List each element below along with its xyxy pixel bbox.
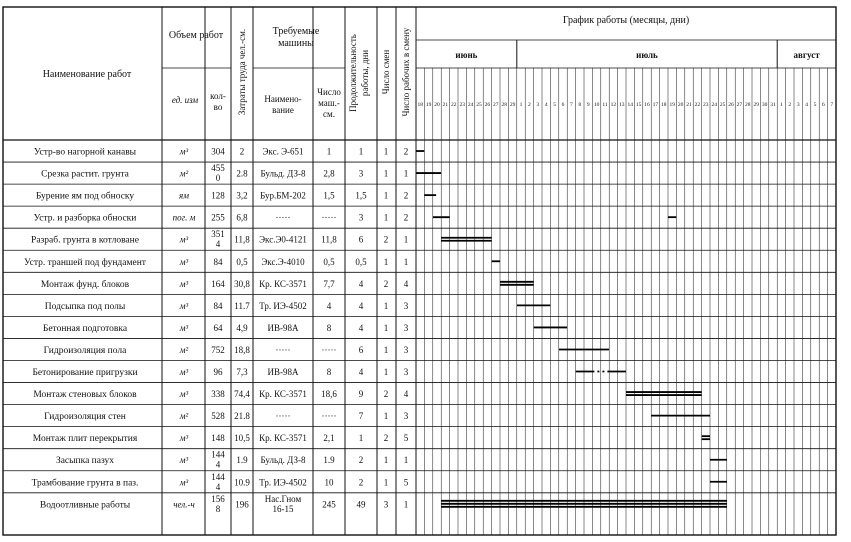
unit: м³ xyxy=(179,278,189,289)
month-label: июнь xyxy=(455,50,478,60)
work-name: Устр. и разборка обноски xyxy=(33,213,137,224)
work-name: Трамбование грунта в паз. xyxy=(31,478,139,489)
machine: Нас.Гном xyxy=(264,493,302,504)
header-schedule: График работы (месяцы, дни) xyxy=(562,15,690,26)
unit: м³ xyxy=(179,234,189,245)
day-label: 21 xyxy=(686,102,692,108)
labor: 2.8 xyxy=(236,168,248,179)
month-label: август xyxy=(793,50,820,60)
day-label: 31 xyxy=(770,102,776,108)
header-volume: Объем работ xyxy=(168,30,224,41)
day-label: 11 xyxy=(602,102,608,108)
machine-shifts: 2,8 xyxy=(323,168,335,179)
machine: Кр. КС-3571 xyxy=(259,433,307,444)
day-label: 1 xyxy=(519,102,523,108)
work-name: Водоотливные работы xyxy=(39,500,131,511)
duration: 7 xyxy=(358,411,364,422)
month-label: июль xyxy=(636,50,658,60)
labor: 21.8 xyxy=(234,411,250,422)
day-label: 12 xyxy=(610,102,617,108)
day-label: 5 xyxy=(553,102,556,108)
shifts: 1 xyxy=(383,256,389,267)
qty: 4 xyxy=(215,239,221,250)
day-label: 2 xyxy=(528,102,531,108)
shifts: 1 xyxy=(383,477,389,488)
machine: Бульд. ДЗ-8 xyxy=(260,168,306,179)
shifts: 1 xyxy=(383,168,389,179)
work-name: Гидроизоляция пола xyxy=(43,345,127,356)
shifts: 1 xyxy=(383,344,389,355)
day-label: 10 xyxy=(593,102,600,108)
shifts: 1 xyxy=(383,146,389,157)
header-duration-1: Продолжительность xyxy=(348,34,358,112)
duration: 1 xyxy=(358,146,364,157)
qty: 156 xyxy=(211,493,225,504)
machine-shifts: 1,5 xyxy=(323,190,335,201)
duration: 4 xyxy=(358,278,364,289)
qty: 351 xyxy=(211,229,225,240)
qty: 8 xyxy=(215,503,221,514)
duration: 49 xyxy=(356,499,366,510)
day-label: 25 xyxy=(719,102,726,108)
machine: ····· xyxy=(275,411,291,422)
qty: 255 xyxy=(211,212,225,223)
day-label: 26 xyxy=(728,102,734,108)
day-label: 21 xyxy=(442,102,449,108)
qty: 144 xyxy=(211,471,225,482)
day-label: 13 xyxy=(619,102,625,108)
workers: 1 xyxy=(403,499,409,510)
labor: 74,4 xyxy=(234,389,250,400)
qty: 84 xyxy=(213,300,223,311)
shifts: 1 xyxy=(383,455,389,466)
unit: м² xyxy=(179,168,189,179)
table-body xyxy=(24,147,409,514)
machine-shifts: 8 xyxy=(326,322,332,333)
machine: ····· xyxy=(275,212,291,223)
labor: 1.9 xyxy=(236,455,248,466)
workers: 1 xyxy=(403,234,409,245)
month-labels xyxy=(455,50,820,60)
day-label: 1 xyxy=(780,102,783,108)
day-label: 4 xyxy=(544,102,548,108)
machine-shifts: ····· xyxy=(321,411,337,422)
machine: Тр. ИЭ-4502 xyxy=(259,477,307,488)
machine: 16-15 xyxy=(272,503,294,514)
workers: 3 xyxy=(403,411,409,422)
machine-shifts: ····· xyxy=(321,344,337,355)
machine-shifts: 245 xyxy=(322,499,336,510)
day-label: 15 xyxy=(635,102,642,108)
qty: 84 xyxy=(213,256,223,267)
machine: Экс.Э-4010 xyxy=(261,256,305,267)
duration: 9 xyxy=(358,389,364,400)
table-grid xyxy=(3,7,836,535)
machine-shifts: 1.9 xyxy=(323,455,335,466)
shifts: 2 xyxy=(383,433,389,444)
duration: 4 xyxy=(358,367,364,378)
labor: 0,5 xyxy=(236,256,248,267)
qty: 752 xyxy=(211,344,225,355)
labor: 3,2 xyxy=(236,190,248,201)
shifts: 1 xyxy=(383,212,389,223)
header-shifts: Число смен xyxy=(381,49,391,95)
day-label: 14 xyxy=(627,102,633,108)
shifts: 2 xyxy=(383,234,389,245)
qty: 4 xyxy=(215,459,221,470)
labor: 4,9 xyxy=(236,322,248,333)
day-label: 20 xyxy=(434,102,440,108)
labor: 6,8 xyxy=(236,212,248,223)
duration: 3 xyxy=(358,168,364,179)
day-label: 23 xyxy=(703,102,709,108)
unit: м³ xyxy=(179,322,189,333)
header-machines-2: машины xyxy=(278,38,314,49)
labor: 30,8 xyxy=(234,278,250,289)
machine: ИВ-98А xyxy=(267,367,299,378)
header-mach-name-1: Наимено- xyxy=(264,94,302,104)
machine-shifts: 11,8 xyxy=(321,234,337,245)
qty: 96 xyxy=(213,367,223,378)
unit: м³ xyxy=(179,455,189,466)
duration: 4 xyxy=(358,322,364,333)
header-workers: Число рабочих в смену xyxy=(401,27,411,117)
unit: пог. м xyxy=(172,212,196,223)
shifts: 1 xyxy=(383,322,389,333)
day-label: 3 xyxy=(796,102,800,108)
machine: Экс. Э-651 xyxy=(262,146,304,157)
qty: 338 xyxy=(211,389,225,400)
machine: Тр. ИЭ-4502 xyxy=(259,300,307,311)
workers: 3 xyxy=(403,367,409,378)
labor: 11.7 xyxy=(234,300,250,311)
shifts: 3 xyxy=(383,499,389,510)
work-name: Засыпка пазух xyxy=(55,456,115,467)
workers: 1 xyxy=(403,256,409,267)
labor: 18,8 xyxy=(234,344,250,355)
day-label: 28 xyxy=(745,102,751,108)
header-qty-1: кол- xyxy=(210,91,226,101)
header-machines-1: Требуемые xyxy=(272,26,320,37)
qty: 64 xyxy=(213,322,223,333)
day-label: 6 xyxy=(822,102,825,108)
work-name: Гидроизоляция стен xyxy=(44,412,126,423)
machine-shifts: 7,7 xyxy=(323,278,335,289)
duration: 2 xyxy=(358,455,364,466)
day-label: 28 xyxy=(501,102,507,108)
machine-shifts: 4 xyxy=(326,300,332,311)
header-mach-name-2: вание xyxy=(272,105,294,115)
gantt-bars xyxy=(416,151,727,507)
machine-shifts: 1 xyxy=(326,146,332,157)
qty: 148 xyxy=(211,433,225,444)
day-label: 16 xyxy=(644,102,650,108)
work-name: Бурение ям под обноску xyxy=(35,191,135,202)
duration: 4 xyxy=(358,300,364,311)
workers: 2 xyxy=(403,212,409,223)
shifts: 1 xyxy=(383,190,389,201)
day-label: 27 xyxy=(493,102,499,108)
duration: 2 xyxy=(358,477,364,488)
day-label: 30 xyxy=(761,102,768,108)
work-name: Устр-во нагорной канавы xyxy=(33,147,137,158)
unit: м³ xyxy=(179,300,189,311)
machine: Бур.БМ-202 xyxy=(260,190,306,201)
qty: 455 xyxy=(211,163,225,174)
header-mach-count-1: Число xyxy=(317,87,341,97)
labor: 2 xyxy=(239,146,245,157)
day-label: 17 xyxy=(652,102,659,108)
qty: 128 xyxy=(211,190,225,201)
machine: Экс.Э0-4121 xyxy=(259,234,307,245)
day-label: 20 xyxy=(677,102,684,108)
unit: ям xyxy=(179,190,189,201)
day-label: 27 xyxy=(736,102,743,108)
duration: 6 xyxy=(358,344,364,355)
workers: 4 xyxy=(403,389,409,400)
day-label: 5 xyxy=(813,102,817,108)
day-label: 24 xyxy=(711,102,717,108)
machine-shifts: 2,1 xyxy=(323,433,335,444)
header-duration-2: работы, дни xyxy=(360,49,370,97)
day-label: 18 xyxy=(417,102,423,108)
unit: м³ xyxy=(179,146,189,157)
machine: ИВ-98А xyxy=(267,322,299,333)
unit: м³ xyxy=(179,477,189,488)
table-frame xyxy=(3,7,836,535)
work-name: Монтаж фунд. блоков xyxy=(40,279,130,290)
labor: 10,5 xyxy=(234,433,250,444)
day-label: 3 xyxy=(536,102,540,108)
unit: чел.-ч xyxy=(173,499,195,510)
work-name: Разраб. грунта в котловане xyxy=(31,235,139,246)
day-label: 18 xyxy=(661,102,667,108)
work-name: Устр. траншей под фундамент xyxy=(24,257,146,268)
workers: 4 xyxy=(403,278,409,289)
header-mach-count-2: маш.- xyxy=(318,98,340,108)
header-labor: Затраты труда чел.-см. xyxy=(237,28,247,116)
header-qty-2: во xyxy=(213,102,223,112)
labor: 196 xyxy=(235,499,249,510)
shifts: 2 xyxy=(383,389,389,400)
qty: 304 xyxy=(211,146,225,157)
unit: м³ xyxy=(179,433,189,444)
work-name: Срезка растит. грунта xyxy=(41,169,129,180)
machine: Кр. КС-3571 xyxy=(259,278,307,289)
day-label: 29 xyxy=(509,102,516,108)
work-name: Монтаж стеновых блоков xyxy=(33,390,137,401)
duration: 1,5 xyxy=(355,190,367,201)
workers: 2 xyxy=(403,146,409,157)
day-label: 23 xyxy=(459,102,465,108)
day-label: 19 xyxy=(425,102,432,108)
day-label: 19 xyxy=(669,102,675,108)
machine-shifts: 10 xyxy=(324,477,334,488)
work-name: Монтаж плит перекрытия xyxy=(32,434,138,445)
header-work-name: Наименование работ xyxy=(42,69,132,80)
qty: 528 xyxy=(211,411,225,422)
qty: 144 xyxy=(211,449,225,460)
duration: 6 xyxy=(358,234,364,245)
workers: 5 xyxy=(403,433,409,444)
shifts: 2 xyxy=(383,278,389,289)
workers: 3 xyxy=(403,322,409,333)
day-label: 4 xyxy=(805,102,808,108)
qty: 0 xyxy=(215,173,221,184)
duration: 3 xyxy=(358,212,364,223)
workers: 3 xyxy=(403,300,409,311)
work-name: Подсыпка под полы xyxy=(44,301,126,312)
day-label: 2 xyxy=(788,102,792,108)
shifts: 1 xyxy=(383,411,389,422)
unit: м² xyxy=(179,344,189,355)
day-label: 26 xyxy=(484,102,491,108)
unit: м² xyxy=(179,411,189,422)
day-label: 9 xyxy=(586,102,590,108)
day-label: 22 xyxy=(451,102,457,108)
qty: 4 xyxy=(215,481,221,492)
labor: 11,8 xyxy=(234,234,250,245)
machine-shifts: 0,5 xyxy=(323,256,335,267)
day-labels xyxy=(417,102,833,108)
workers: 2 xyxy=(403,190,409,201)
shifts: 1 xyxy=(383,367,389,378)
day-label: 25 xyxy=(476,102,482,108)
header-mach-count-3: см. xyxy=(323,109,335,119)
day-label: 22 xyxy=(694,102,701,108)
day-label: 24 xyxy=(467,102,474,108)
machine: Бульд. ДЗ-8 xyxy=(260,455,306,466)
header-unit: ед. изм xyxy=(171,95,199,105)
unit: м³ xyxy=(179,389,189,400)
machine: ····· xyxy=(275,344,291,355)
machine-shifts: ····· xyxy=(321,212,337,223)
day-label: 6 xyxy=(561,102,565,108)
day-label: 7 xyxy=(830,102,834,108)
qty: 164 xyxy=(211,278,225,289)
workers: 3 xyxy=(403,344,409,355)
labor: 10.9 xyxy=(234,477,250,488)
work-name: Бетонирование пригрузки xyxy=(32,368,138,379)
duration: 1 xyxy=(358,433,364,444)
machine: Кр. КС-3571 xyxy=(259,389,307,400)
day-label: 29 xyxy=(753,102,759,108)
duration: 0,5 xyxy=(355,256,367,267)
unit: м³ xyxy=(179,367,189,378)
workers: 5 xyxy=(403,477,409,488)
machine-shifts: 8 xyxy=(326,367,332,378)
work-name: Бетонная подготовка xyxy=(42,323,128,334)
day-label: 7 xyxy=(570,102,573,108)
shifts: 1 xyxy=(383,300,389,311)
machine-shifts: 18,6 xyxy=(321,389,337,400)
workers: 1 xyxy=(403,455,409,466)
workers: 1 xyxy=(403,168,409,179)
labor: 7,3 xyxy=(236,367,248,378)
unit: м³ xyxy=(179,256,189,267)
day-label: 8 xyxy=(578,102,582,108)
